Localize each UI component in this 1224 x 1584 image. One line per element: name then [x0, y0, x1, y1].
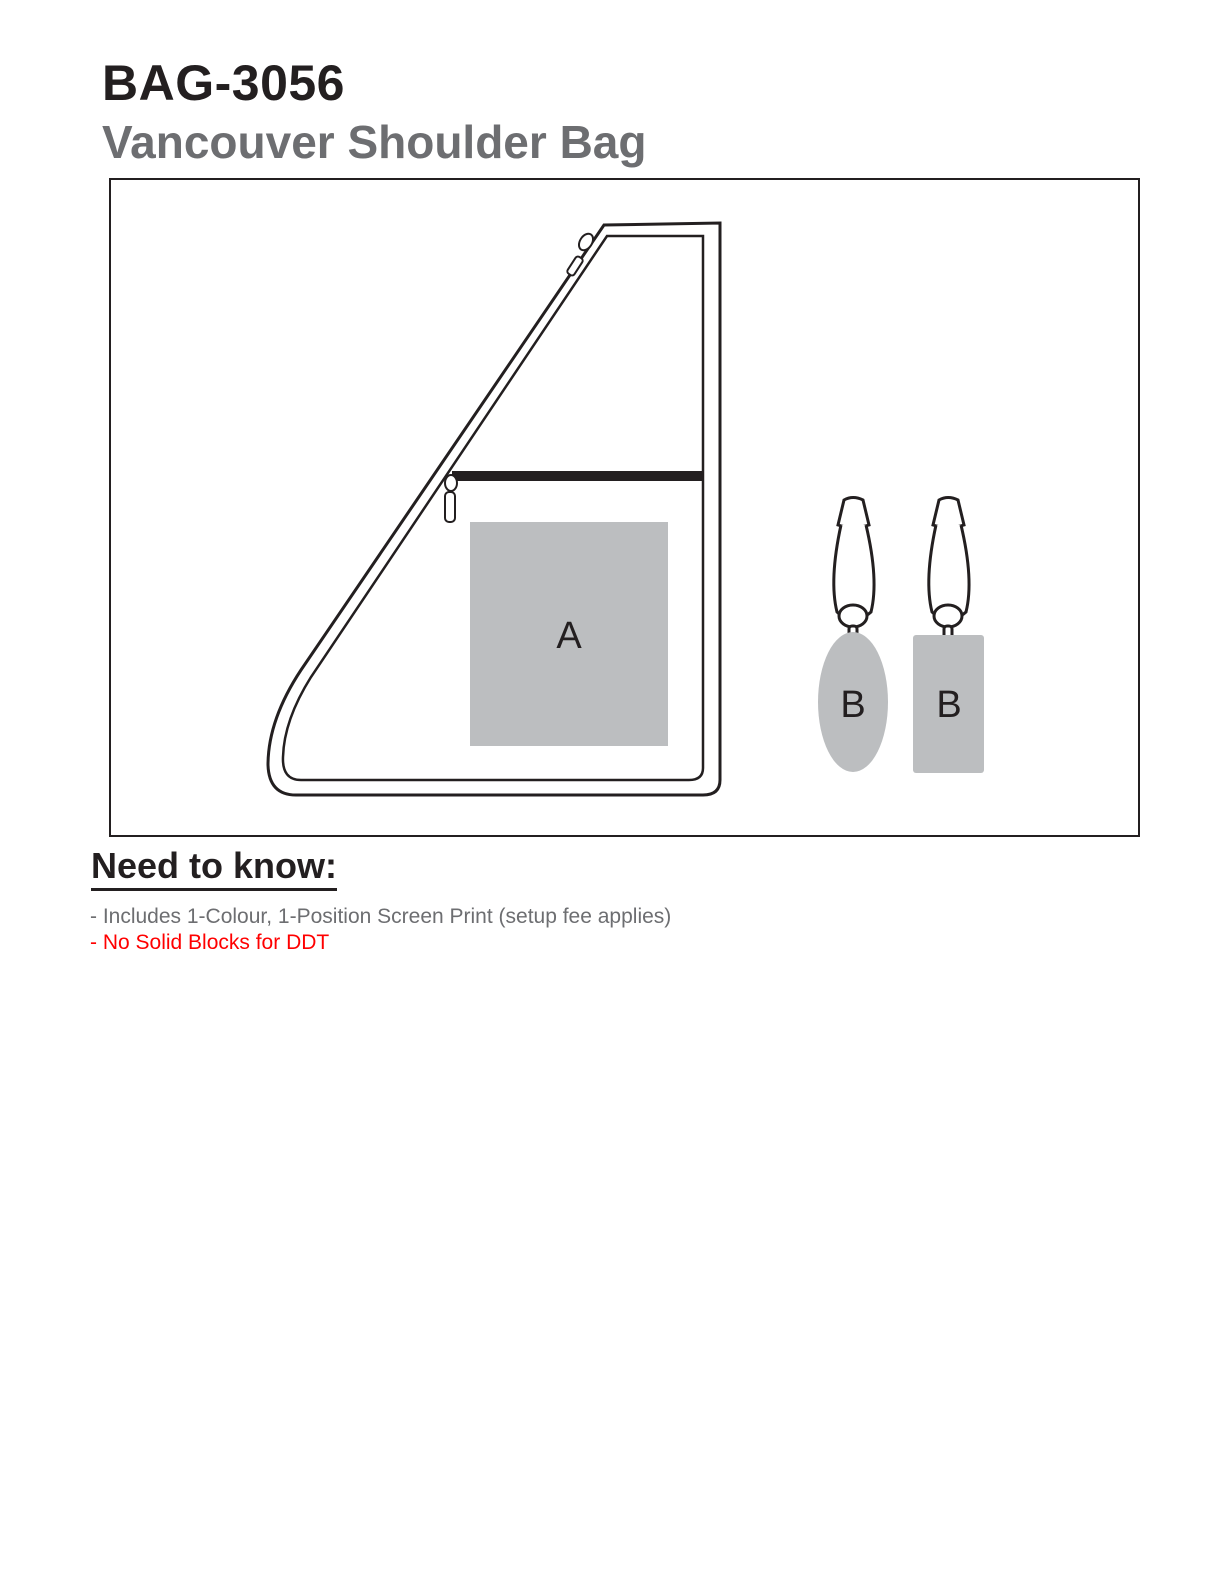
- note-screen-print: - Includes 1-Colour, 1-Position Screen Print (setup fee applies): [90, 905, 672, 928]
- product-diagram: [109, 178, 1140, 837]
- pocket-zipper: [452, 471, 702, 481]
- imprint-area-b-rect-label: B: [936, 684, 962, 726]
- top-zipper-pull: [566, 231, 596, 276]
- note-no-solid-blocks: - No Solid Blocks for DDT: [90, 931, 330, 954]
- bag-illustration: [111, 180, 1138, 835]
- imprint-area-a-label: A: [556, 615, 582, 657]
- pocket-zipper-pull: [445, 475, 457, 522]
- need-to-know-heading: Need to know:: [91, 848, 337, 891]
- need-to-know-list: [90, 904, 671, 956]
- zipper-pull-oval: [834, 498, 874, 647]
- product-code: BAG-3056: [102, 55, 345, 111]
- product-name: Vancouver Shoulder Bag: [102, 116, 647, 168]
- zipper-pull-rect: [929, 498, 969, 647]
- imprint-area-b-oval-label: B: [840, 684, 866, 726]
